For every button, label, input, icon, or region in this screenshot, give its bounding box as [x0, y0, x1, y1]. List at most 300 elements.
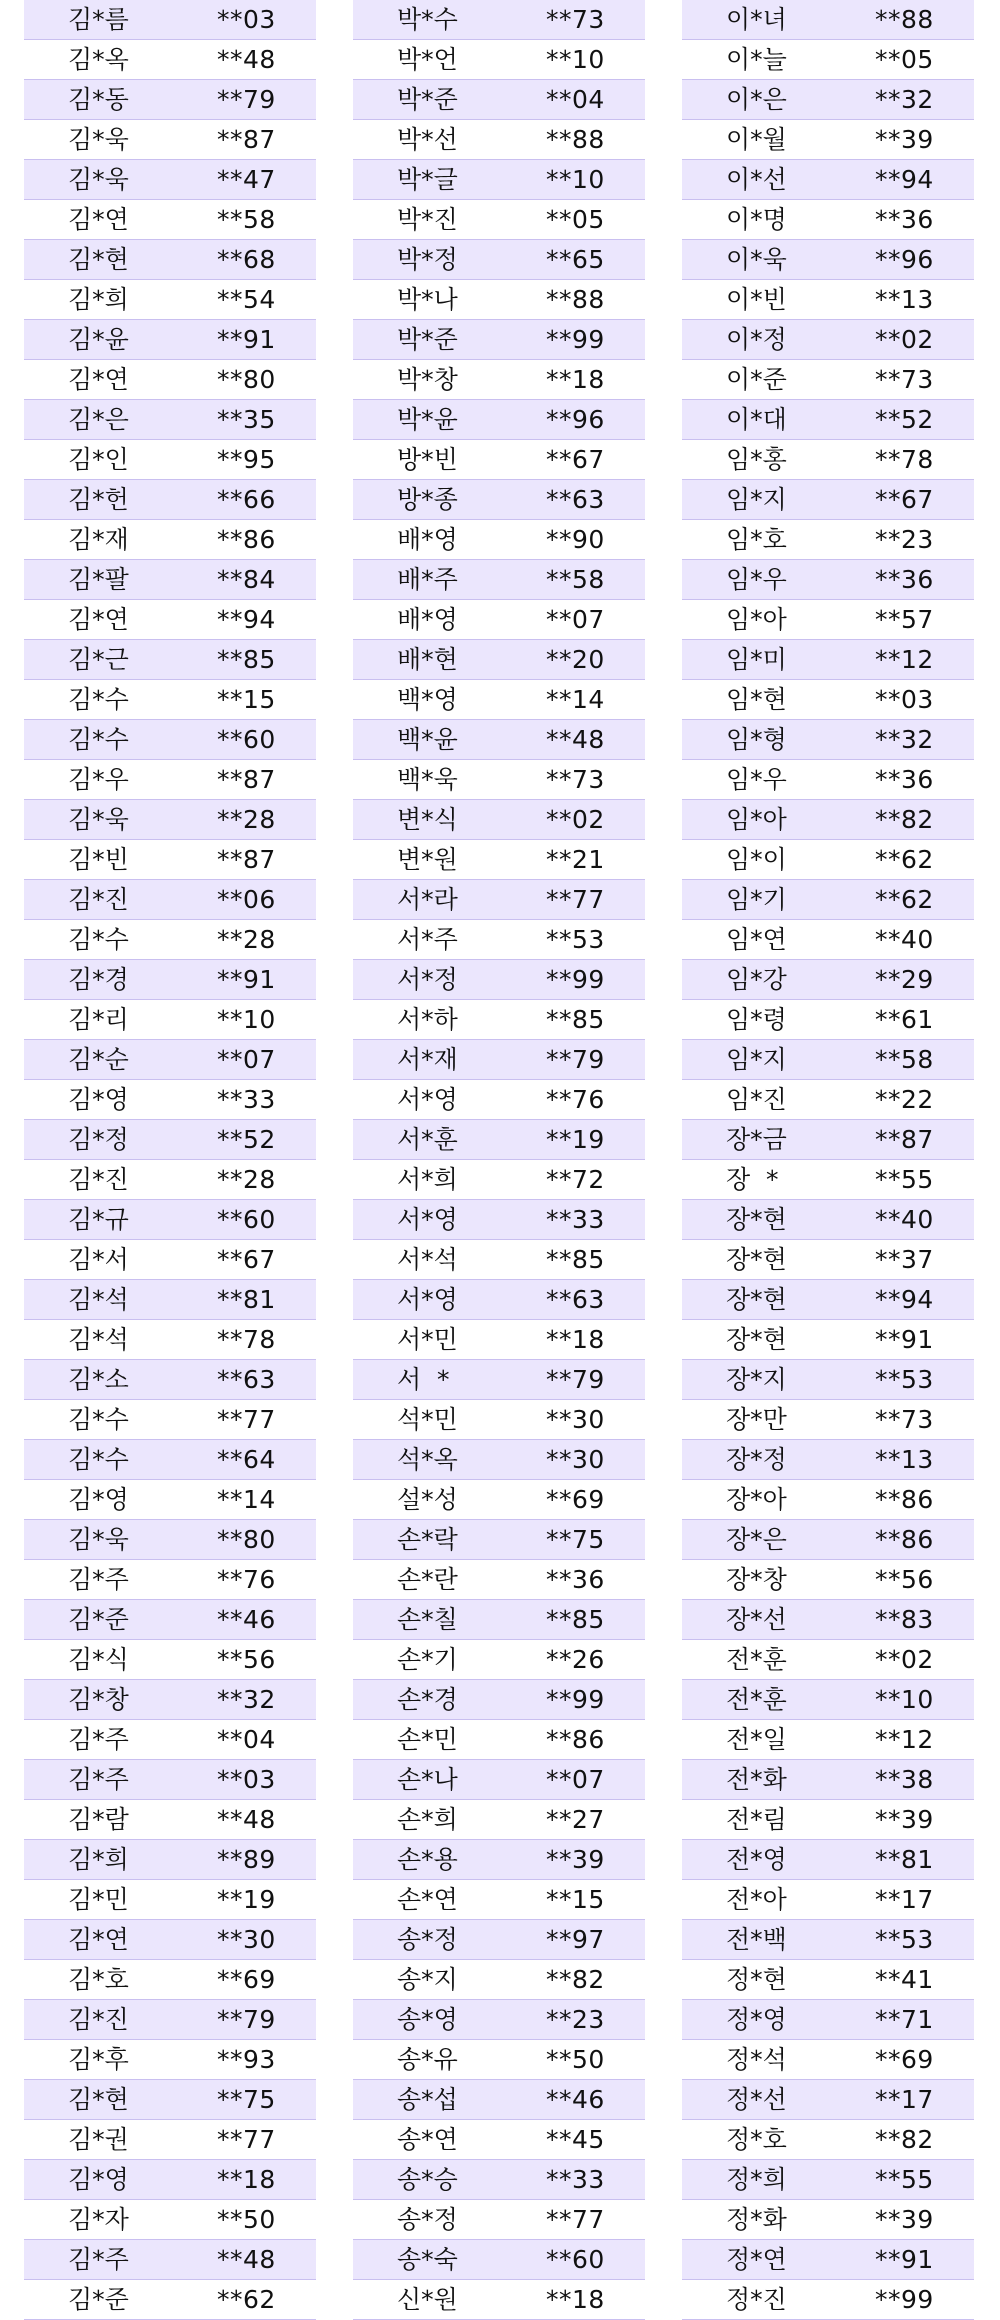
masked-code: **52: [875, 405, 934, 434]
list-item: [24, 2000, 316, 2040]
masked-name: 송*섭: [397, 2085, 458, 2114]
masked-name: 박*글: [397, 165, 458, 194]
masked-code: **05: [546, 205, 605, 234]
masked-code: **86: [875, 1525, 934, 1554]
list-item: [24, 720, 316, 760]
masked-code: **26: [546, 1645, 605, 1674]
masked-code: **10: [217, 1005, 276, 1034]
list-item: [353, 0, 645, 40]
list-item: [682, 1880, 974, 1920]
list-item: [682, 1960, 974, 2000]
masked-name: 장*지: [726, 1365, 787, 1394]
masked-code: **93: [217, 2045, 276, 2074]
masked-code: **96: [546, 405, 605, 434]
masked-code: **39: [875, 1805, 934, 1834]
list-item: [682, 480, 974, 520]
masked-code: **10: [875, 1685, 934, 1714]
masked-code: **13: [875, 1445, 934, 1474]
masked-code: **65: [546, 245, 605, 274]
masked-code: **38: [875, 1765, 934, 1794]
masked-code: **04: [546, 85, 605, 114]
masked-code: **19: [546, 1125, 605, 1154]
masked-name: 방*종: [397, 485, 458, 514]
masked-code: **67: [546, 445, 605, 474]
list-item: [682, 760, 974, 800]
masked-name: 송*영: [397, 2005, 458, 2034]
masked-name: 김*욱: [68, 125, 129, 154]
name-column-2: [353, 0, 645, 2320]
list-item: [353, 2120, 645, 2160]
list-item: [24, 1720, 316, 1760]
list-item: [682, 1080, 974, 1120]
masked-code: **86: [875, 1485, 934, 1514]
masked-code: **99: [546, 1685, 605, 1714]
masked-code: **27: [546, 1805, 605, 1834]
masked-name: 이*대: [726, 405, 787, 434]
masked-name: 김*자: [68, 2205, 129, 2234]
list-item: [353, 440, 645, 480]
masked-code: **28: [217, 1165, 276, 1194]
masked-code: **14: [546, 685, 605, 714]
list-item: [353, 600, 645, 640]
masked-name: 전*아: [726, 1885, 787, 1914]
masked-name: 김*민: [68, 1885, 129, 1914]
list-item: [353, 1840, 645, 1880]
list-item: [353, 1680, 645, 1720]
masked-code: **60: [546, 2245, 605, 2274]
masked-code: **18: [546, 2285, 605, 2314]
masked-name: 임*우: [726, 765, 787, 794]
masked-code: **06: [217, 885, 276, 914]
masked-code: **50: [546, 2045, 605, 2074]
masked-name: 김*름: [68, 5, 129, 34]
list-item: [682, 1360, 974, 1400]
masked-code: **88: [875, 5, 934, 34]
masked-code: **23: [546, 2005, 605, 2034]
masked-code: **84: [217, 565, 276, 594]
masked-name: 손*연: [397, 1885, 458, 1914]
masked-name: 박*언: [397, 45, 458, 74]
masked-code: **13: [875, 285, 934, 314]
masked-name: 임*연: [726, 925, 787, 954]
masked-name: 김*준: [68, 1605, 129, 1634]
masked-name: 송*승: [397, 2165, 458, 2194]
masked-name: 이*녀: [726, 5, 787, 34]
masked-code: **76: [546, 1085, 605, 1114]
masked-name: 김*순: [68, 1045, 129, 1074]
masked-name: 장*아: [726, 1485, 787, 1514]
masked-code: **87: [217, 765, 276, 794]
masked-code: **91: [217, 325, 276, 354]
masked-name: 임*진: [726, 1085, 787, 1114]
list-item: [24, 840, 316, 880]
list-item: [24, 80, 316, 120]
masked-code: **17: [875, 2085, 934, 2114]
list-item: [353, 1120, 645, 1160]
masked-code: **99: [546, 965, 605, 994]
list-item: [682, 160, 974, 200]
masked-code: **07: [546, 605, 605, 634]
masked-code: **91: [875, 2245, 934, 2274]
list-item: [682, 2080, 974, 2120]
masked-code: **64: [217, 1445, 276, 1474]
list-item: [24, 1320, 316, 1360]
list-item: [353, 840, 645, 880]
masked-code: **04: [217, 1725, 276, 1754]
list-item: [682, 2280, 974, 2320]
list-item: [24, 560, 316, 600]
masked-name: 김*주: [68, 1565, 129, 1594]
list-item: [24, 160, 316, 200]
masked-code: **33: [546, 1205, 605, 1234]
list-item: [24, 1000, 316, 1040]
list-item: [24, 2080, 316, 2120]
masked-name: 손*칠: [397, 1605, 458, 1634]
list-item: [353, 920, 645, 960]
list-item: [353, 720, 645, 760]
masked-name: 손*민: [397, 1725, 458, 1754]
list-item: [24, 2120, 316, 2160]
list-item: [24, 440, 316, 480]
masked-name: 손*용: [397, 1845, 458, 1874]
masked-name: 임*강: [726, 965, 787, 994]
masked-name: 박*창: [397, 365, 458, 394]
list-item: [24, 640, 316, 680]
masked-code: **12: [875, 645, 934, 674]
list-item: [24, 1360, 316, 1400]
list-item: [353, 520, 645, 560]
masked-name: 임*이: [726, 845, 787, 874]
list-item: [24, 240, 316, 280]
masked-name: 김*수: [68, 685, 129, 714]
list-item: [682, 1040, 974, 1080]
masked-name: 장*정: [726, 1445, 787, 1474]
list-item: [24, 1920, 316, 1960]
masked-code: **78: [217, 1325, 276, 1354]
masked-code: **07: [217, 1045, 276, 1074]
list-item: [353, 320, 645, 360]
list-item: [682, 1840, 974, 1880]
masked-code: **32: [217, 1685, 276, 1714]
list-item: [24, 280, 316, 320]
list-item: [353, 760, 645, 800]
list-item: [682, 1000, 974, 1040]
masked-code: **67: [875, 485, 934, 514]
masked-name: 이*월: [726, 125, 787, 154]
list-item: [682, 360, 974, 400]
masked-name: 김*영: [68, 2165, 129, 2194]
masked-code: **69: [875, 2045, 934, 2074]
masked-name: 장*금: [726, 1125, 787, 1154]
masked-name: 서*라: [397, 885, 458, 914]
masked-code: **17: [875, 1885, 934, 1914]
list-item: [24, 520, 316, 560]
masked-name: 김*빈: [68, 845, 129, 874]
list-item: [24, 2200, 316, 2240]
masked-name: 김*현: [68, 245, 129, 274]
list-item: [24, 1760, 316, 1800]
masked-code: **80: [217, 1525, 276, 1554]
masked-name: 김*근: [68, 645, 129, 674]
masked-code: **52: [217, 1125, 276, 1154]
list-item: [24, 1840, 316, 1880]
masked-name: 백*윤: [397, 725, 458, 754]
masked-name: 박*준: [397, 85, 458, 114]
list-item: [24, 1200, 316, 1240]
masked-code: **77: [217, 2125, 276, 2154]
masked-code: **91: [875, 1325, 934, 1354]
masked-name: 장*현: [726, 1325, 787, 1354]
masked-name: 백*욱: [397, 765, 458, 794]
masked-code: **53: [875, 1925, 934, 1954]
masked-code: **22: [875, 1085, 934, 1114]
list-item: [682, 1520, 974, 1560]
name-column-3: [682, 0, 974, 2320]
masked-name: 김*희: [68, 285, 129, 314]
masked-code: **81: [217, 1285, 276, 1314]
masked-name: 김*희: [68, 1845, 129, 1874]
masked-code: **77: [546, 2205, 605, 2234]
masked-code: **62: [875, 885, 934, 914]
list-item: [682, 2120, 974, 2160]
masked-code: **78: [875, 445, 934, 474]
list-item: [24, 120, 316, 160]
masked-code: **36: [875, 205, 934, 234]
list-item: [24, 40, 316, 80]
masked-name: 정*석: [726, 2045, 787, 2074]
list-item: [682, 2040, 974, 2080]
name-column-1: [24, 0, 316, 2320]
masked-code: **36: [875, 765, 934, 794]
masked-name: 김*영: [68, 1485, 129, 1514]
list-item: [24, 1240, 316, 1280]
masked-name: 송*정: [397, 1925, 458, 1954]
list-item: [24, 600, 316, 640]
list-item: [353, 1360, 645, 1400]
list-item: [24, 1960, 316, 2000]
list-item: [353, 80, 645, 120]
masked-name: 정*호: [726, 2125, 787, 2154]
masked-name: 임*령: [726, 1005, 787, 1034]
list-item: [682, 1200, 974, 1240]
masked-name: 서 *: [397, 1365, 450, 1394]
masked-name: 김*욱: [68, 805, 129, 834]
list-item: [353, 1000, 645, 1040]
masked-name: 정*화: [726, 2205, 787, 2234]
masked-code: **18: [546, 365, 605, 394]
masked-name: 김*진: [68, 2005, 129, 2034]
list-item: [353, 2040, 645, 2080]
masked-code: **55: [875, 1165, 934, 1194]
masked-name: 서*영: [397, 1285, 458, 1314]
masked-code: **28: [217, 805, 276, 834]
masked-code: **66: [217, 485, 276, 514]
masked-code: **36: [546, 1565, 605, 1594]
masked-code: **03: [217, 1765, 276, 1794]
masked-code: **37: [875, 1245, 934, 1274]
masked-code: **97: [546, 1925, 605, 1954]
list-item: [24, 0, 316, 40]
masked-code: **33: [217, 1085, 276, 1114]
list-item: [353, 2280, 645, 2320]
masked-name: 김*리: [68, 1005, 129, 1034]
masked-code: **77: [217, 1405, 276, 1434]
masked-name: 장*현: [726, 1205, 787, 1234]
masked-code: **20: [546, 645, 605, 674]
masked-name: 김*주: [68, 1725, 129, 1754]
masked-code: **60: [217, 725, 276, 754]
list-item: [24, 1680, 316, 1720]
list-item: [682, 120, 974, 160]
masked-code: **28: [217, 925, 276, 954]
list-item: [353, 1480, 645, 1520]
masked-code: **39: [875, 125, 934, 154]
masked-code: **30: [217, 1925, 276, 1954]
masked-code: **46: [546, 2085, 605, 2114]
list-item: [682, 320, 974, 360]
masked-name: 김*호: [68, 1965, 129, 1994]
masked-code: **60: [217, 1205, 276, 1234]
list-item: [682, 2240, 974, 2280]
masked-code: **89: [217, 1845, 276, 1874]
masked-name: 김*경: [68, 965, 129, 994]
masked-name: 장*현: [726, 1245, 787, 1274]
list-item: [353, 1520, 645, 1560]
list-item: [353, 1080, 645, 1120]
list-item: [353, 1600, 645, 1640]
masked-name: 김*욱: [68, 1525, 129, 1554]
list-item: [353, 200, 645, 240]
list-item: [353, 40, 645, 80]
masked-code: **47: [217, 165, 276, 194]
masked-code: **85: [217, 645, 276, 674]
list-item: [682, 640, 974, 680]
list-item: [682, 80, 974, 120]
masked-code: **02: [875, 1645, 934, 1674]
masked-name: 송*숙: [397, 2245, 458, 2274]
masked-code: **73: [875, 1405, 934, 1434]
list-item: [24, 1440, 316, 1480]
masked-name: 배*영: [397, 605, 458, 634]
masked-code: **75: [546, 1525, 605, 1554]
masked-name: 김*은: [68, 405, 129, 434]
masked-name: 정*희: [726, 2165, 787, 2194]
masked-name: 서*훈: [397, 1125, 458, 1154]
masked-name: 전*림: [726, 1805, 787, 1834]
masked-name: 전*화: [726, 1765, 787, 1794]
list-item: [353, 1640, 645, 1680]
masked-code: **83: [875, 1605, 934, 1634]
masked-code: **14: [217, 1485, 276, 1514]
masked-code: **35: [217, 405, 276, 434]
masked-name: 박*수: [397, 5, 458, 34]
list-item: [24, 1080, 316, 1120]
masked-code: **58: [875, 1045, 934, 1074]
list-item: [353, 1320, 645, 1360]
masked-name: 신*원: [397, 2285, 458, 2314]
masked-code: **73: [546, 5, 605, 34]
list-item: [353, 2080, 645, 2120]
masked-code: **81: [875, 1845, 934, 1874]
masked-name: 임*호: [726, 525, 787, 554]
masked-name: 이*욱: [726, 245, 787, 274]
list-item: [353, 1720, 645, 1760]
masked-code: **02: [875, 325, 934, 354]
masked-name: 장*창: [726, 1565, 787, 1594]
masked-name: 김*윤: [68, 325, 129, 354]
masked-code: **88: [546, 125, 605, 154]
masked-code: **73: [875, 365, 934, 394]
masked-name: 김*동: [68, 85, 129, 114]
masked-code: **48: [217, 45, 276, 74]
masked-code: **57: [875, 605, 934, 634]
list-item: [353, 1200, 645, 1240]
masked-name: 배*영: [397, 525, 458, 554]
masked-name: 김*주: [68, 1765, 129, 1794]
masked-name: 김*현: [68, 2085, 129, 2114]
list-item: [353, 1240, 645, 1280]
list-item: [682, 1760, 974, 1800]
list-item: [353, 640, 645, 680]
masked-name: 임*아: [726, 805, 787, 834]
masked-code: **48: [217, 1805, 276, 1834]
masked-name: 손*나: [397, 1765, 458, 1794]
masked-name: 백*영: [397, 685, 458, 714]
list-item: [682, 400, 974, 440]
list-item: [353, 1040, 645, 1080]
masked-name: 이*준: [726, 365, 787, 394]
masked-code: **72: [546, 1165, 605, 1194]
masked-code: **63: [546, 485, 605, 514]
list-item: [24, 1640, 316, 1680]
masked-name: 박*나: [397, 285, 458, 314]
list-item: [682, 1800, 974, 1840]
masked-name: 김*옥: [68, 45, 129, 74]
masked-code: **03: [875, 685, 934, 714]
masked-code: **07: [546, 1765, 605, 1794]
masked-code: **94: [217, 605, 276, 634]
masked-name: 김*영: [68, 1085, 129, 1114]
list-item: [24, 1520, 316, 1560]
masked-code: **30: [546, 1405, 605, 1434]
list-item: [24, 1280, 316, 1320]
masked-code: **67: [217, 1245, 276, 1274]
masked-code: **85: [546, 1005, 605, 1034]
masked-name: 석*옥: [397, 1445, 458, 1474]
masked-name: 김*재: [68, 525, 129, 554]
masked-name: 손*희: [397, 1805, 458, 1834]
list-item: [24, 360, 316, 400]
masked-name: 장*만: [726, 1405, 787, 1434]
masked-name: 배*주: [397, 565, 458, 594]
list-item: [353, 1560, 645, 1600]
list-item: [353, 560, 645, 600]
masked-code: **10: [546, 45, 605, 74]
list-item: [353, 1440, 645, 1480]
list-item: [24, 800, 316, 840]
masked-name: 김*석: [68, 1285, 129, 1314]
list-item: [682, 0, 974, 40]
masked-code: **82: [546, 1965, 605, 1994]
masked-name: 이*빈: [726, 285, 787, 314]
list-item: [353, 280, 645, 320]
masked-name: 서*영: [397, 1205, 458, 1234]
masked-code: **41: [875, 1965, 934, 1994]
masked-code: **82: [875, 2125, 934, 2154]
list-item: [353, 800, 645, 840]
masked-code: **63: [546, 1285, 605, 1314]
list-item: [353, 960, 645, 1000]
